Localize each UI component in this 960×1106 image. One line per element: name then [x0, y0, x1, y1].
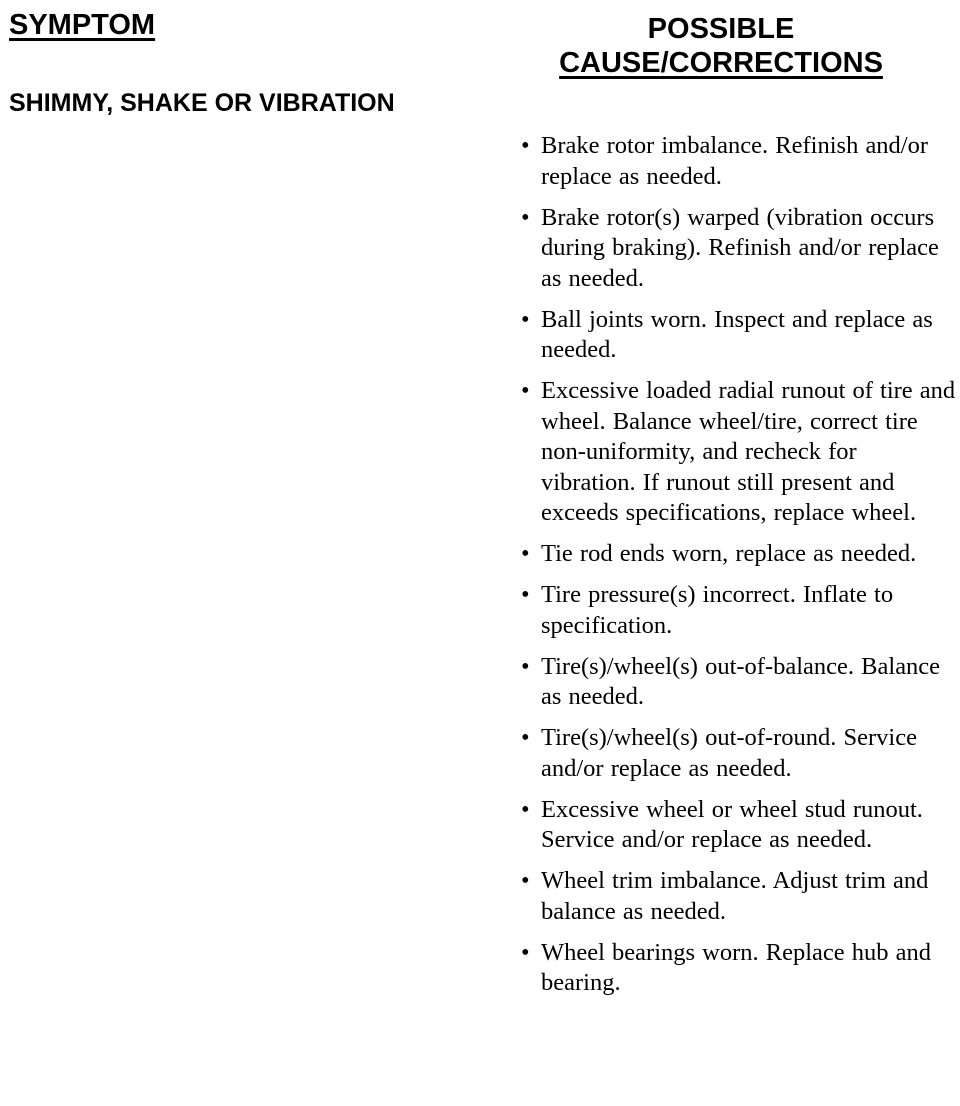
bullet-icon: • [521, 867, 530, 894]
bullet-icon: • [521, 938, 530, 966]
cause-text: Tie rod ends worn, replace as needed. [541, 540, 917, 567]
cause-text: Tire(s)/wheel(s) out-of-round. Service and/or replace as needed. [541, 724, 917, 782]
cause-list [520, 131, 956, 1009]
bullet-icon: • [521, 724, 530, 751]
cause-item [520, 131, 956, 192]
bullet-icon: • [521, 132, 530, 159]
bullet-icon: • [521, 652, 530, 680]
cause-text: Wheel bearings worn. Replace hub and bearing. [541, 938, 932, 996]
cause-item [520, 723, 956, 784]
bullet-icon: • [521, 581, 530, 608]
cause-item [520, 203, 956, 295]
cause-text: Tire pressure(s) incorrect. Inflate to specification. [541, 581, 894, 639]
cause-item [520, 866, 956, 927]
cause-text: Wheel trim imbalance. Adjust trim and balance as needed. [541, 867, 929, 925]
cause-item [520, 305, 956, 366]
symptom-name: SHIMMY, SHAKE OR VIBRATION [9, 89, 395, 117]
symptom-column-heading: SYMPTOM [9, 9, 156, 41]
cause-item [520, 652, 956, 713]
cause-heading-line2: CAUSE/CORRECTIONS [559, 47, 883, 79]
cause-item [520, 795, 956, 856]
bullet-icon: • [521, 540, 530, 567]
cause-text: Excessive loaded radial runout of tire and wheel. Balance wheel/tire, correct tire non-uniformity, and recheck for vibration. If runout still present and exceeds specifications, replace wheel. [541, 377, 956, 526]
cause-text: Brake rotor imbalance. Refinish and/or replace as needed. [541, 132, 929, 190]
bullet-icon: • [521, 377, 530, 404]
cause-text: Brake rotor(s) warped (vibration occurs during braking). Refinish and/or replace as needed. [541, 203, 939, 292]
bullet-icon: • [521, 795, 530, 823]
cause-item [520, 539, 956, 570]
cause-column-heading [540, 12, 902, 80]
cause-text: Ball joints worn. Inspect and replace as needed. [541, 305, 933, 363]
cause-text: Excessive wheel or wheel stud runout. Service and/or replace as needed. [541, 795, 923, 853]
cause-item [520, 938, 956, 999]
cause-heading-line1: POSSIBLE [647, 13, 795, 45]
cause-item [520, 580, 956, 641]
cause-text: Tire(s)/wheel(s) out-of-balance. Balance as needed. [541, 652, 941, 710]
cause-item [520, 376, 956, 529]
bullet-icon: • [521, 203, 530, 231]
bullet-icon: • [521, 305, 530, 333]
